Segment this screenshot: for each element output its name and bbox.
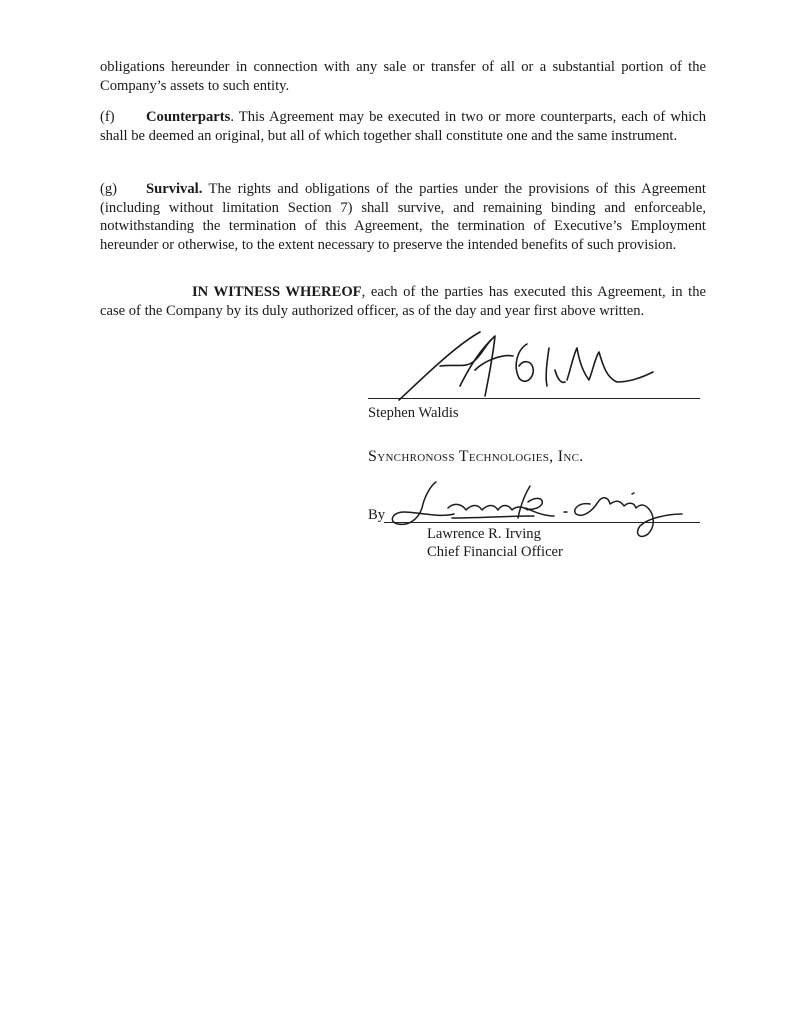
company-signer-title: Chief Financial Officer <box>427 544 563 560</box>
section-f-tag: (f) <box>100 109 115 125</box>
section-f-body: This Agreement may be executed in two or more counterparts, each of which shall be deemed an original, but all of which together shall constitute one and the same instrument. <box>100 109 706 144</box>
continuation-text: obligations hereunder in connection with any sale or transfer of all or a substantial portion of the Company’s assets to such entity. <box>100 59 706 94</box>
by-label: By <box>368 507 386 523</box>
section-f-counterparts <box>100 108 706 145</box>
executive-signature <box>385 326 655 406</box>
section-f-heading-punct: . <box>230 109 234 125</box>
executive-signature-line <box>368 398 700 399</box>
witness-clause <box>100 283 706 320</box>
section-g-survival <box>100 180 706 254</box>
section-f-heading: Counterparts <box>146 109 231 125</box>
section-g-heading: Survival. <box>146 181 203 197</box>
witness-heading: IN WITNESS WHEREOF <box>192 284 362 300</box>
section-g-body: The rights and obligations of the parties under the provisions of this Agreement (including without limitation Section 7) shall survive, and remaining binding and enforceable, notwithstanding the termination of this Agreement, the termination of Executive’s Employment hereunder or otherwise, to the extent necessary to preserve the intended benefits of such provision. <box>100 181 706 253</box>
company-name: Synchronoss Technologies, Inc. <box>368 448 584 465</box>
company-signature-line <box>384 522 700 523</box>
executive-name: Stephen Waldis <box>368 405 459 421</box>
section-g-tag: (g) <box>100 181 118 197</box>
witness-body: , each of the parties has executed this Agreement, in the case of the Company by its duly authorized officer, as of the day and year first above written. <box>100 284 707 319</box>
company-signer-name: Lawrence R. Irving <box>427 526 541 542</box>
continuation-paragraph <box>100 58 706 95</box>
